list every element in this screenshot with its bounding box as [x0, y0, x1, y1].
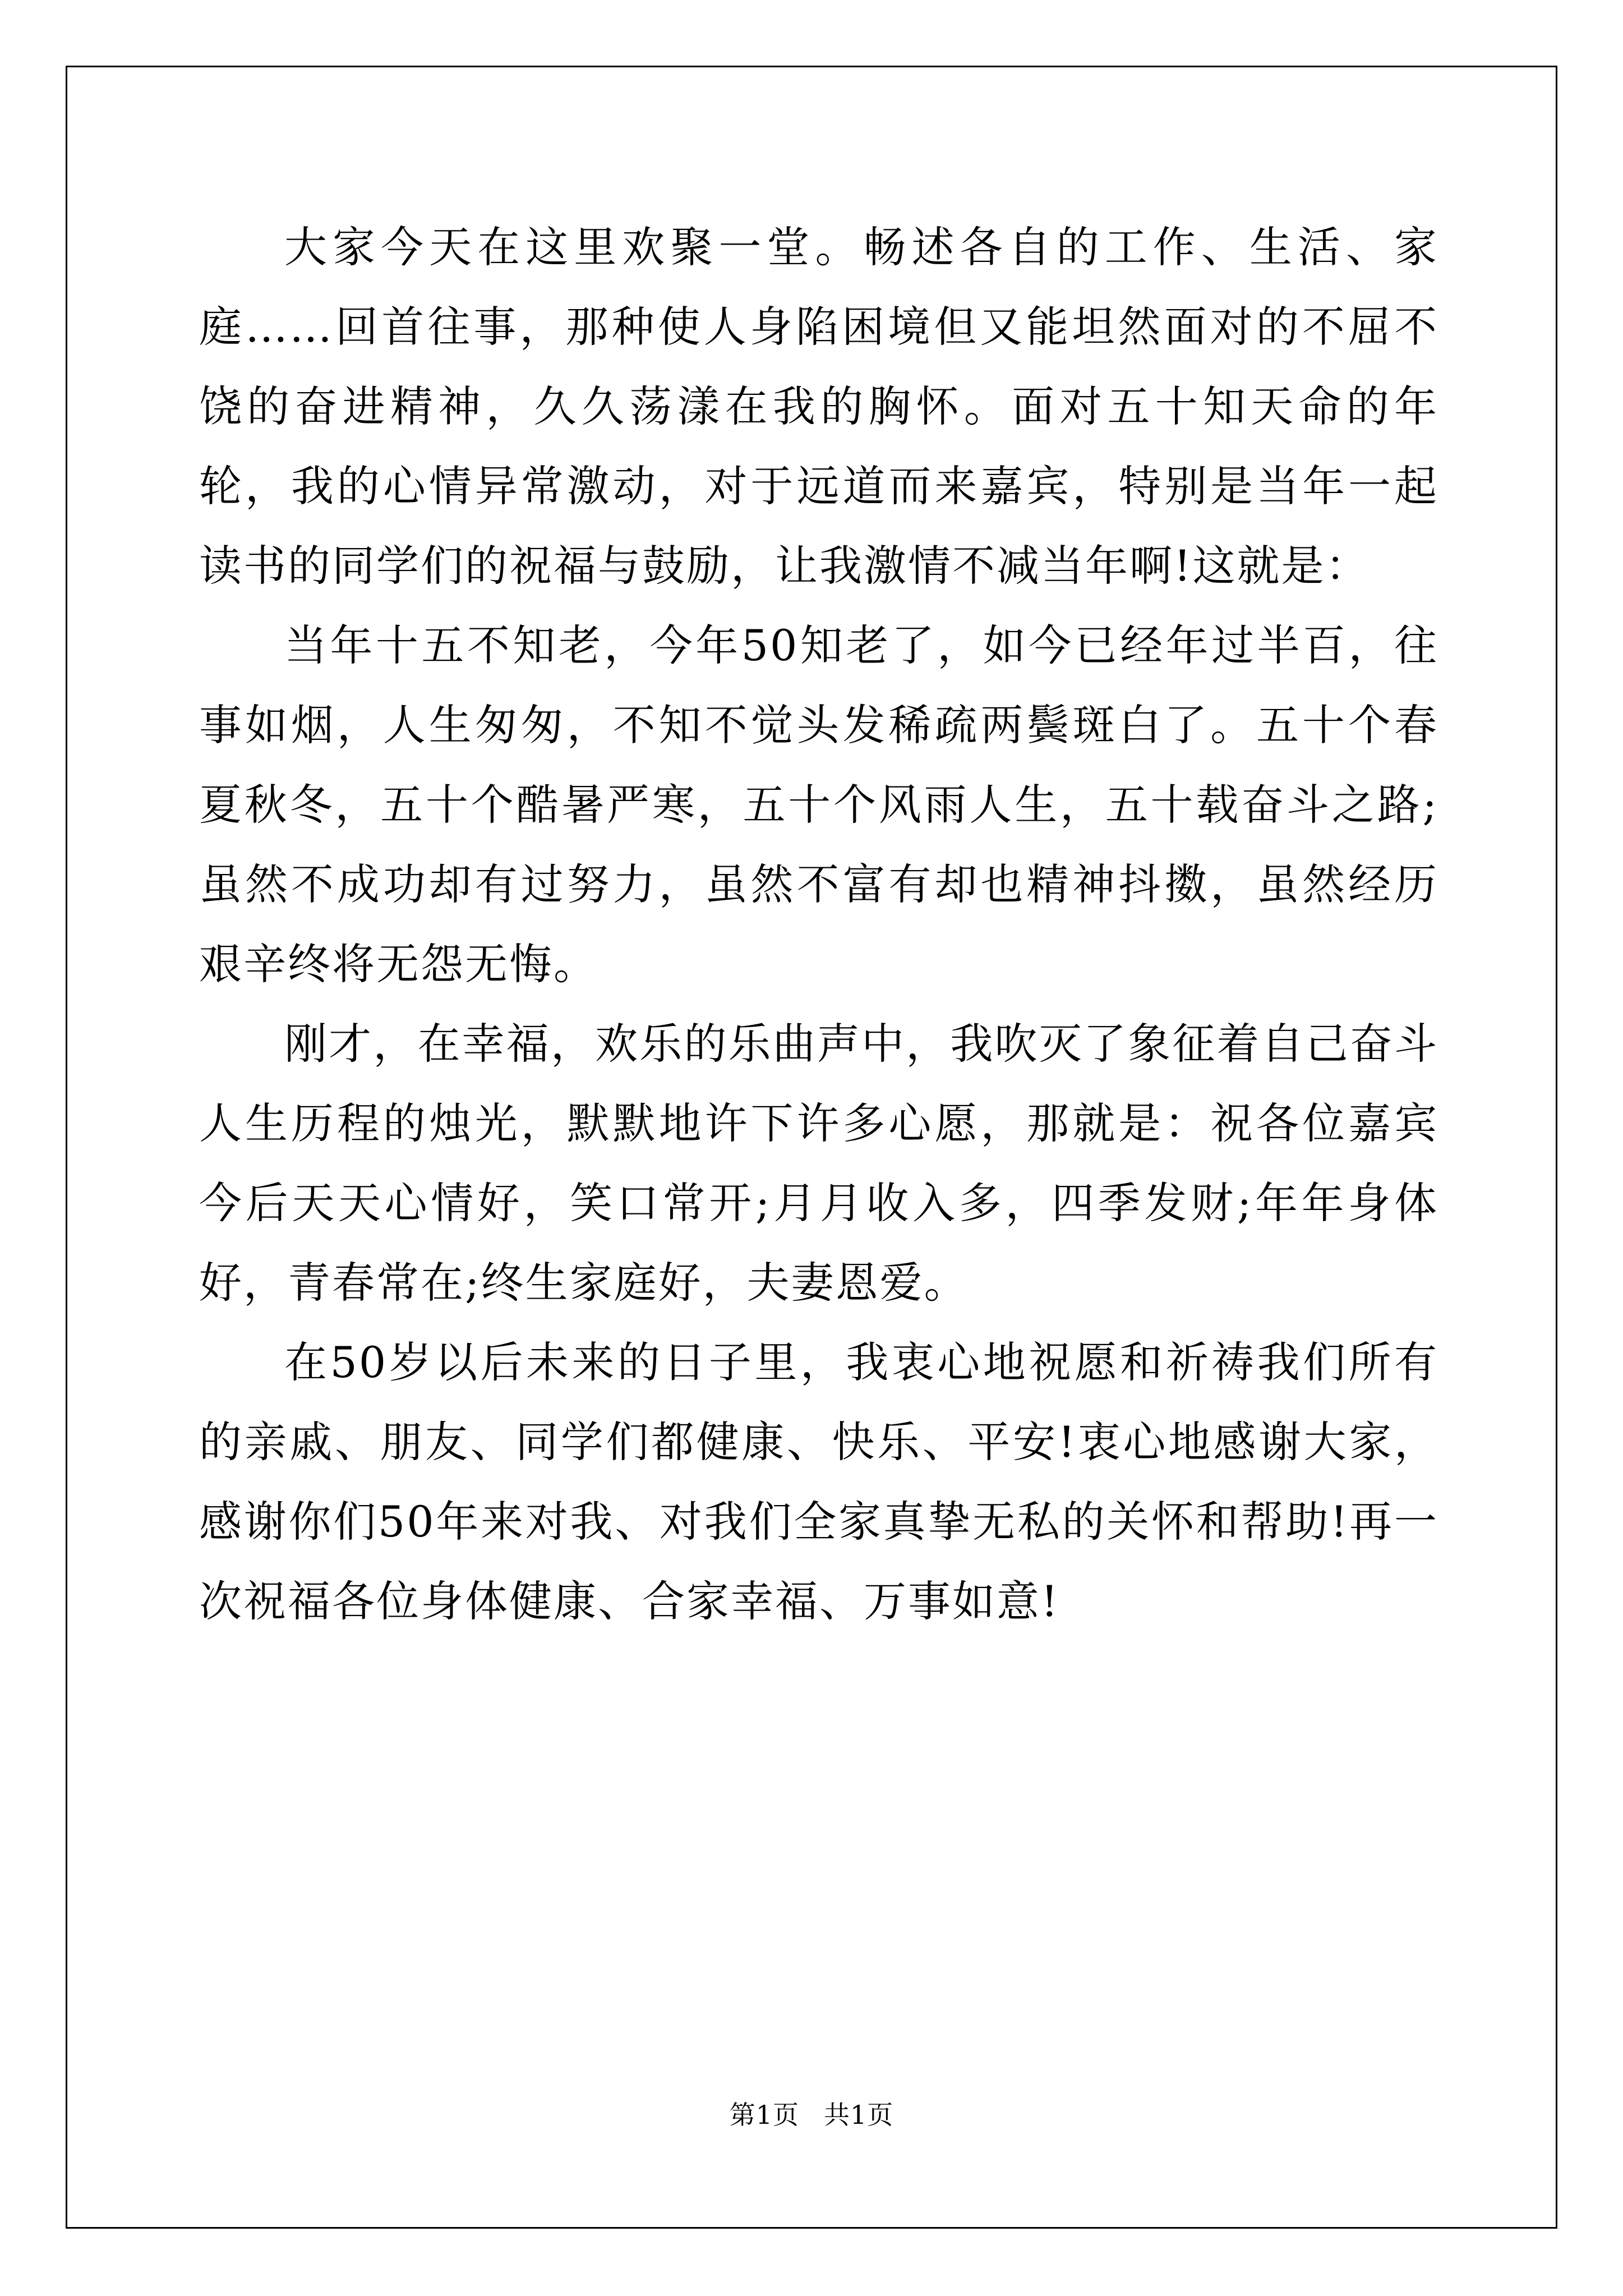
page-number-total: 共1页 [824, 2100, 894, 2130]
paragraph-2: 当年十五不知老，今年50知老了，如今已经年过半百，往事如烟，人生匆匆，不知不觉头发稀疏两鬓斑白了。五十个春夏秋冬，五十个酷暑严寒，五十个风雨人生，五十载奋斗之路;虽然不成功却有过努力，虽然不富有却也精神抖擞，虽然经历艰辛终将无怨无悔。 [199, 620, 1438, 989]
page-footer [0, 2098, 1623, 2132]
paragraph-3: 刚才，在幸福，欢乐的乐曲声中，我吹灭了象征着自己奋斗人生历程的烛光，默默地许下许多心愿，那就是：祝各位嘉宾今后天天心情好，笑口常开;月月收入多，四季发财;年年身体好，青春常在;终生家庭好，夫妻恩爱。 [199, 1019, 1438, 1308]
document-body [199, 208, 1438, 1641]
page-number-current: 第1页 [729, 2100, 799, 2130]
paragraph-4: 在50岁以后未来的日子里，我衷心地祝愿和祈祷我们所有的亲戚、朋友、同学们都健康、快乐、平安!衷心地感谢大家，感谢你们50年来对我、对我们全家真挚无私的关怀和帮助!再一次祝福各位身体健康、合家幸福、万事如意! [199, 1337, 1438, 1626]
paragraph-1: 大家今天在这里欢聚一堂。畅述各自的工作、生活、家庭……回首往事，那种使人身陷困境但又能坦然面对的不屈不饶的奋进精神，久久荡漾在我的胸怀。面对五十知天命的年轮，我的心情异常激动，对于远道而来嘉宾，特别是当年一起读书的同学们的祝福与鼓励，让我激情不减当年啊!这就是： [199, 222, 1438, 591]
